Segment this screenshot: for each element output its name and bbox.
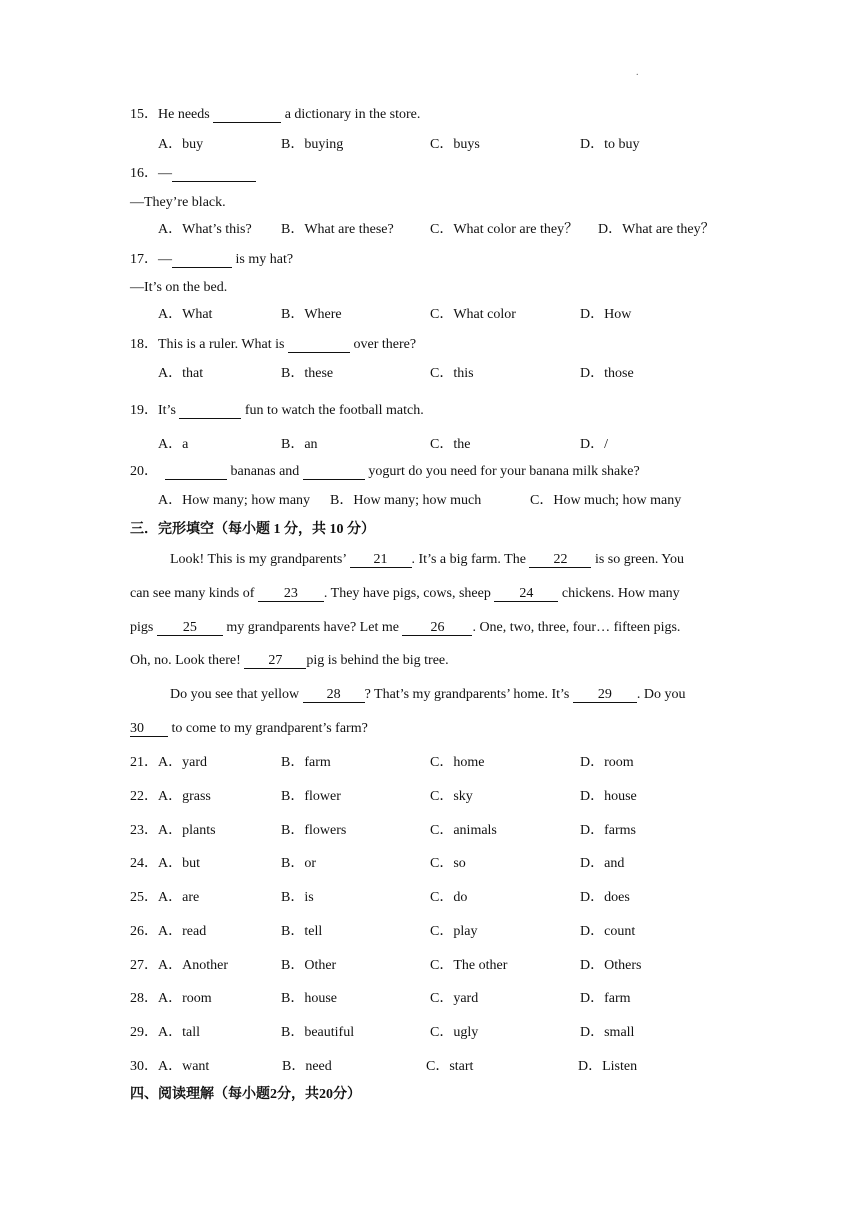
- option-d[interactable]: D．house: [580, 789, 637, 804]
- dialogue-reply: —It’s on the bed.: [130, 280, 228, 295]
- passage-text: pig is behind the big tree.: [306, 653, 449, 668]
- cloze-line: [170, 686, 685, 704]
- stem-text: over there?: [350, 337, 417, 352]
- dialogue-reply: —They’re black.: [130, 195, 226, 210]
- cloze-blank[interactable]: 21: [350, 552, 412, 568]
- option-a[interactable]: A．are: [158, 890, 200, 905]
- option-d[interactable]: D．room: [580, 755, 634, 770]
- cloze-question-number: 27．: [130, 958, 158, 973]
- passage-text: . One, two, three, four… fifteen pigs.: [472, 620, 681, 635]
- question-number: 15．: [130, 107, 158, 122]
- answer-blank[interactable]: [303, 464, 365, 480]
- option-d[interactable]: D．small: [580, 1025, 635, 1040]
- heading-text: 分）: [333, 1087, 361, 1102]
- cloze-question-number: 21．: [130, 755, 158, 770]
- option-b[interactable]: B．Where: [281, 307, 342, 322]
- cloze-question-number: 28．: [130, 991, 158, 1006]
- cloze-blank[interactable]: 25: [157, 620, 223, 636]
- option-c[interactable]: C．do: [430, 890, 468, 905]
- passage-text: ? That’s my grandparents’ home. It’s: [364, 687, 573, 702]
- option-d[interactable]: D．Others: [580, 958, 642, 973]
- cloze-blank[interactable]: 28: [303, 687, 365, 703]
- question-number: 16．: [130, 166, 158, 181]
- option-a[interactable]: A．want: [158, 1059, 210, 1074]
- option-b[interactable]: B．What are these?: [281, 222, 394, 237]
- heading-text: 分，共: [277, 1087, 319, 1102]
- option-c[interactable]: C．so: [430, 856, 466, 871]
- answer-blank[interactable]: [165, 464, 227, 480]
- cloze-question-number: 25．: [130, 890, 158, 905]
- option-d[interactable]: D．What are they？: [598, 222, 715, 237]
- question-number: 19．: [130, 403, 158, 418]
- option-b[interactable]: B．need: [282, 1059, 332, 1074]
- option-b[interactable]: B．house: [281, 991, 337, 1006]
- cloze-question-number: 26．: [130, 924, 158, 939]
- cloze-line: [130, 619, 680, 637]
- option-b[interactable]: B．these: [281, 366, 334, 381]
- option-d[interactable]: D．and: [580, 856, 625, 871]
- stem-text: This is a ruler. What is: [158, 337, 288, 352]
- option-d[interactable]: D．those: [580, 366, 634, 381]
- option-a[interactable]: A．plants: [158, 823, 216, 838]
- option-a[interactable]: A．read: [158, 924, 207, 939]
- passage-text: Do you see that yellow: [170, 687, 303, 702]
- option-d[interactable]: D．does: [580, 890, 630, 905]
- passage-text: is so green. You: [591, 552, 685, 567]
- question-20-stem: [130, 463, 640, 481]
- question-19-stem: [130, 402, 424, 420]
- option-d[interactable]: D．How: [580, 307, 632, 322]
- answer-blank[interactable]: [213, 107, 281, 123]
- stem-text: fun to watch the football match.: [241, 403, 424, 418]
- cloze-question-number: 23．: [130, 823, 158, 838]
- option-c[interactable]: C．yard: [430, 991, 479, 1006]
- option-c[interactable]: C．the: [430, 437, 471, 452]
- option-c[interactable]: C．animals: [430, 823, 497, 838]
- stem-text: He needs: [158, 107, 214, 122]
- question-16-stem: [130, 165, 256, 183]
- option-a[interactable]: A．room: [158, 991, 212, 1006]
- passage-text: chickens. How many: [558, 586, 680, 601]
- passage-text: Look! This is my grandparents’: [170, 552, 350, 567]
- option-c[interactable]: C．sky: [430, 789, 473, 804]
- option-b[interactable]: B．farm: [281, 755, 331, 770]
- option-b[interactable]: B．Other: [281, 958, 337, 973]
- cloze-blank[interactable]: 30: [130, 721, 168, 737]
- option-a[interactable]: A．How many; how many: [158, 493, 311, 508]
- stem-text: —: [158, 166, 172, 181]
- stem-text: yogurt do you need for your banana milk shake?: [364, 464, 640, 479]
- heading-score: 2: [270, 1087, 277, 1102]
- section-3-heading: [130, 521, 375, 539]
- option-c[interactable]: C．What color: [430, 307, 516, 322]
- question-15-stem: [130, 106, 420, 124]
- answer-blank[interactable]: [172, 252, 232, 268]
- option-b[interactable]: B．tell: [281, 924, 323, 939]
- cloze-line: [170, 551, 684, 569]
- option-d[interactable]: D．Listen: [578, 1059, 638, 1074]
- question-number: 17．: [130, 252, 158, 267]
- option-d[interactable]: D．farms: [580, 823, 636, 838]
- cloze-blank[interactable]: 29: [573, 687, 637, 703]
- option-c[interactable]: C．How much; how many: [530, 493, 682, 508]
- heading-text: 分）: [347, 522, 375, 537]
- option-c[interactable]: C．start: [426, 1059, 474, 1074]
- answer-blank[interactable]: [179, 403, 241, 419]
- cloze-blank[interactable]: 27: [244, 653, 306, 669]
- cloze-question-number: 22．: [130, 789, 158, 804]
- option-c[interactable]: C．home: [430, 755, 485, 770]
- cloze-line: [130, 652, 449, 670]
- option-b[interactable]: B．flowers: [281, 823, 347, 838]
- heading-score: 10: [329, 522, 344, 537]
- cloze-question-number: 30．: [130, 1059, 158, 1074]
- option-a[interactable]: A．buy: [158, 137, 204, 152]
- passage-text: to come to my grandparent’s farm?: [168, 721, 368, 736]
- passage-text: . It’s a big farm. The: [411, 552, 530, 567]
- cloze-line: [130, 585, 680, 603]
- option-c[interactable]: C．buys: [430, 137, 480, 152]
- option-a[interactable]: A．that: [158, 366, 204, 381]
- option-b[interactable]: B．is: [281, 890, 314, 905]
- cloze-blank[interactable]: 23: [258, 586, 324, 602]
- stem-text: a dictionary in the store.: [281, 107, 421, 122]
- option-b[interactable]: B．beautiful: [281, 1025, 355, 1040]
- cloze-blank[interactable]: 22: [529, 552, 591, 568]
- option-d[interactable]: D．farm: [580, 991, 631, 1006]
- option-b[interactable]: B．flower: [281, 789, 341, 804]
- heading-text: 三．完形填空（每小题: [130, 522, 270, 537]
- heading-score: 1: [273, 522, 281, 537]
- cloze-question-number: 29．: [130, 1025, 158, 1040]
- option-c[interactable]: C．this: [430, 366, 474, 381]
- option-a[interactable]: A．What: [158, 307, 213, 322]
- option-c[interactable]: C．What color are they？: [430, 222, 579, 237]
- option-b[interactable]: B．or: [281, 856, 316, 871]
- answer-blank[interactable]: [288, 337, 350, 353]
- cloze-blank[interactable]: 26: [402, 620, 472, 636]
- option-c[interactable]: C．ugly: [430, 1025, 479, 1040]
- option-b[interactable]: B．How many; how much: [330, 493, 482, 508]
- question-number: 18．: [130, 337, 158, 352]
- stem-text: is my hat?: [232, 252, 294, 267]
- option-b[interactable]: B．an: [281, 437, 318, 452]
- option-a[interactable]: A．yard: [158, 755, 207, 770]
- passage-text: pigs: [130, 620, 157, 635]
- passage-text: . They have pigs, cows, sheep: [323, 586, 495, 601]
- page-mark: .: [636, 67, 639, 78]
- option-c[interactable]: C．play: [430, 924, 478, 939]
- passage-text: can see many kinds of: [130, 586, 258, 601]
- option-a[interactable]: A．a: [158, 437, 189, 452]
- option-d[interactable]: D．/: [580, 437, 608, 452]
- option-a[interactable]: A．but: [158, 856, 200, 871]
- cloze-question-number: 24．: [130, 856, 158, 871]
- heading-text: 分，共: [284, 522, 326, 537]
- cloze-blank[interactable]: 24: [494, 586, 558, 602]
- stem-text: It’s: [158, 403, 180, 418]
- question-18-stem: [130, 336, 416, 354]
- heading-text: 四、阅读理解（每小题: [130, 1087, 270, 1102]
- option-a[interactable]: A．What’s this?: [158, 222, 252, 237]
- cloze-line: [130, 720, 368, 738]
- question-number: 20．: [130, 464, 158, 479]
- passage-text: . Do you: [636, 687, 686, 702]
- passage-text: my grandparents have? Let me: [222, 620, 403, 635]
- option-a[interactable]: A．Another: [158, 958, 228, 973]
- option-d[interactable]: D．to buy: [580, 137, 640, 152]
- option-a[interactable]: A．grass: [158, 789, 211, 804]
- passage-text: Oh, no. Look there!: [130, 653, 245, 668]
- stem-text: bananas and: [227, 464, 303, 479]
- answer-blank[interactable]: [172, 166, 256, 182]
- section-4-heading: [130, 1086, 361, 1104]
- option-a[interactable]: A．tall: [158, 1025, 200, 1040]
- option-b[interactable]: B．buying: [281, 137, 344, 152]
- heading-score: 20: [319, 1087, 333, 1102]
- option-c[interactable]: C．The other: [430, 958, 508, 973]
- stem-text: —: [158, 252, 172, 267]
- option-d[interactable]: D．count: [580, 924, 636, 939]
- question-17-stem: [130, 251, 293, 269]
